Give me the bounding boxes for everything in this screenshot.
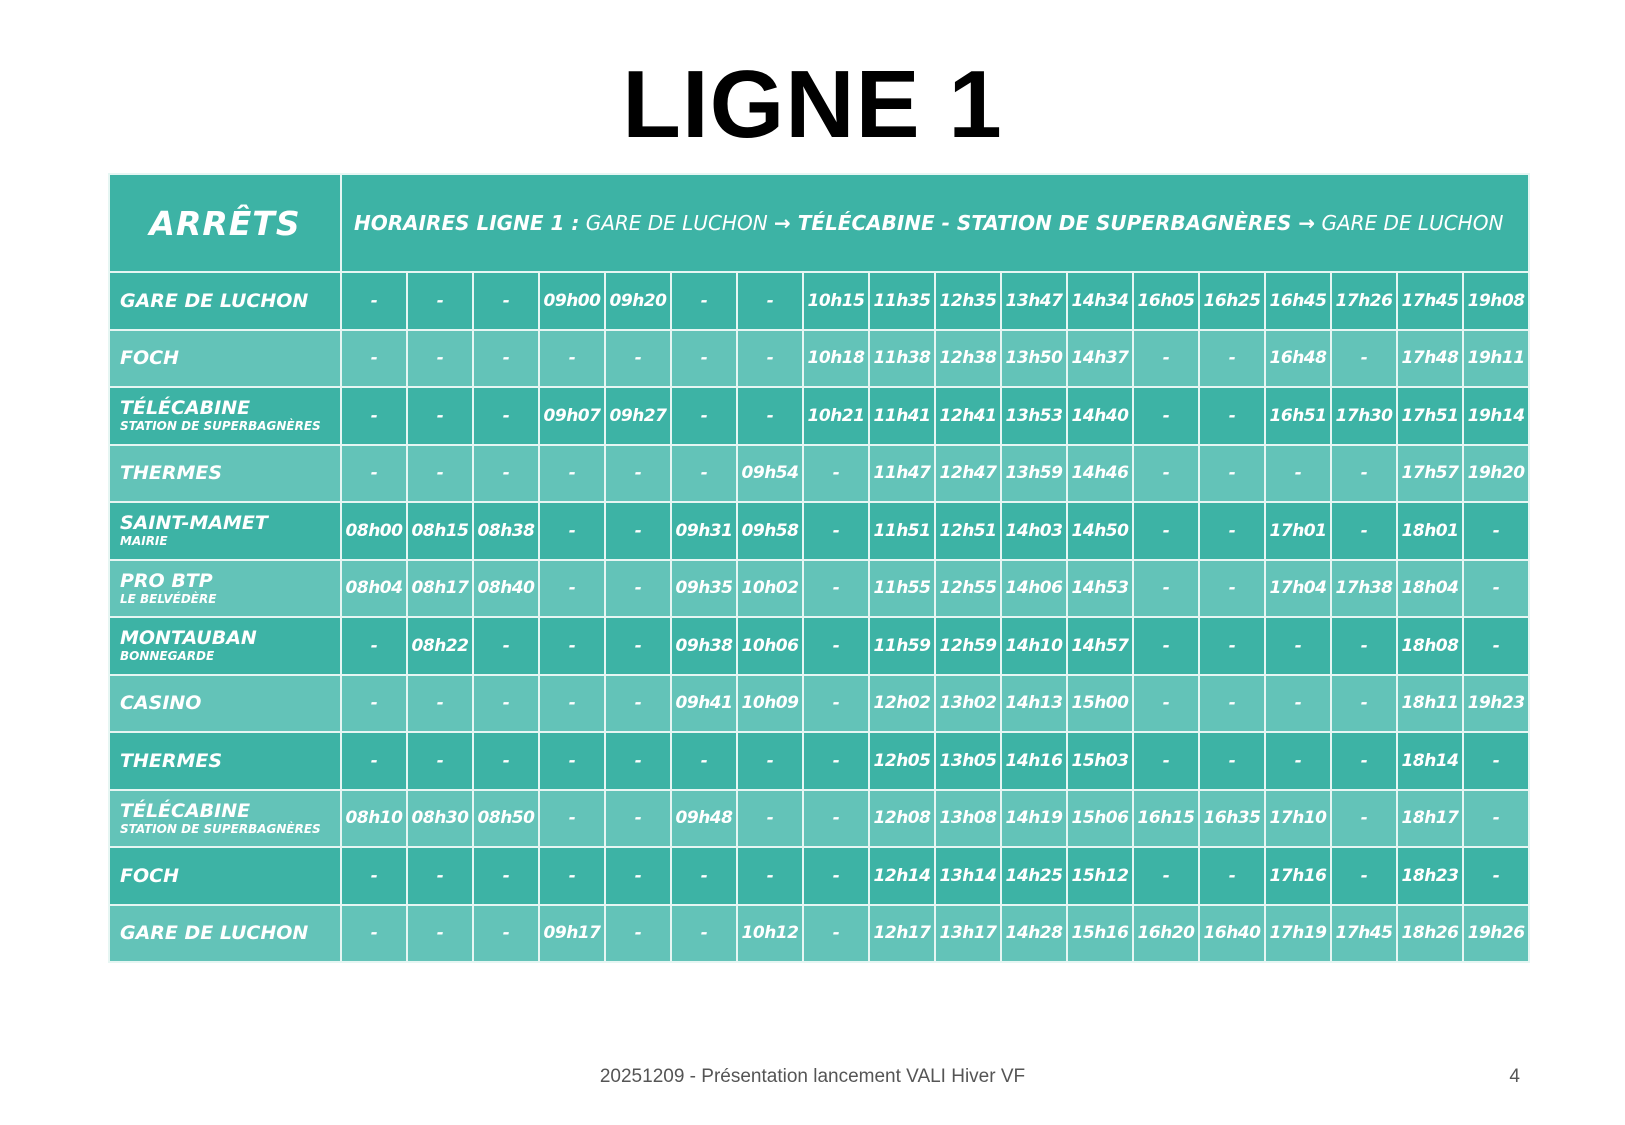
stop-cell bbox=[109, 905, 341, 963]
stop-cell bbox=[109, 847, 341, 905]
time-cell: 12h14 bbox=[869, 847, 935, 905]
time-cell: - bbox=[671, 732, 737, 790]
time-cell: 11h41 bbox=[869, 387, 935, 445]
time-cell: - bbox=[605, 675, 671, 733]
time-cell: - bbox=[671, 847, 737, 905]
time-cell: - bbox=[1199, 387, 1265, 445]
time-cell: - bbox=[341, 675, 407, 733]
time-cell: - bbox=[407, 847, 473, 905]
stop-cell bbox=[109, 732, 341, 790]
time-cell: - bbox=[1331, 617, 1397, 675]
time-cell: 18h17 bbox=[1397, 790, 1463, 848]
time-cell: 12h08 bbox=[869, 790, 935, 848]
time-cell: 17h19 bbox=[1265, 905, 1331, 963]
time-cell: 08h30 bbox=[407, 790, 473, 848]
time-cell: - bbox=[473, 905, 539, 963]
time-cell: - bbox=[605, 790, 671, 848]
time-cell: - bbox=[605, 502, 671, 560]
time-cell: 17h26 bbox=[1331, 272, 1397, 330]
time-cell: - bbox=[1463, 502, 1529, 560]
time-cell: 13h47 bbox=[1001, 272, 1067, 330]
stop-cell bbox=[109, 790, 341, 848]
time-cell: - bbox=[539, 847, 605, 905]
time-cell: 13h53 bbox=[1001, 387, 1067, 445]
time-cell: 19h14 bbox=[1463, 387, 1529, 445]
time-cell: 14h06 bbox=[1001, 560, 1067, 618]
time-cell: 10h15 bbox=[803, 272, 869, 330]
time-cell: 18h23 bbox=[1397, 847, 1463, 905]
time-cell: 17h30 bbox=[1331, 387, 1397, 445]
time-cell: 14h37 bbox=[1067, 330, 1133, 388]
time-cell: 16h15 bbox=[1133, 790, 1199, 848]
time-cell: 14h10 bbox=[1001, 617, 1067, 675]
time-cell: - bbox=[1265, 675, 1331, 733]
table-row bbox=[109, 445, 1529, 503]
time-cell: - bbox=[473, 847, 539, 905]
time-cell: 13h17 bbox=[935, 905, 1001, 963]
time-cell: 17h48 bbox=[1397, 330, 1463, 388]
time-cell: - bbox=[407, 905, 473, 963]
time-cell: 14h25 bbox=[1001, 847, 1067, 905]
time-cell: 19h11 bbox=[1463, 330, 1529, 388]
table-row bbox=[109, 502, 1529, 560]
stop-name: SAINT-MAMET bbox=[120, 512, 268, 535]
time-cell: - bbox=[737, 790, 803, 848]
table-row bbox=[109, 675, 1529, 733]
time-cell: 09h20 bbox=[605, 272, 671, 330]
time-cell: - bbox=[671, 330, 737, 388]
stop-cell bbox=[109, 330, 341, 388]
time-cell: 12h41 bbox=[935, 387, 1001, 445]
time-cell: 08h00 bbox=[341, 502, 407, 560]
time-cell: 12h59 bbox=[935, 617, 1001, 675]
time-cell: 17h38 bbox=[1331, 560, 1397, 618]
time-cell: 11h55 bbox=[869, 560, 935, 618]
time-cell: - bbox=[605, 560, 671, 618]
time-cell: - bbox=[341, 732, 407, 790]
time-cell: - bbox=[539, 445, 605, 503]
time-cell: 18h04 bbox=[1397, 560, 1463, 618]
time-cell: 10h06 bbox=[737, 617, 803, 675]
time-cell: 11h51 bbox=[869, 502, 935, 560]
time-cell: 09h48 bbox=[671, 790, 737, 848]
time-cell: 09h54 bbox=[737, 445, 803, 503]
time-cell: 08h17 bbox=[407, 560, 473, 618]
time-cell: - bbox=[473, 272, 539, 330]
stop-cell bbox=[109, 387, 341, 445]
time-cell: 17h51 bbox=[1397, 387, 1463, 445]
time-cell: - bbox=[341, 905, 407, 963]
time-cell: - bbox=[737, 330, 803, 388]
time-cell: 18h08 bbox=[1397, 617, 1463, 675]
time-cell: - bbox=[473, 445, 539, 503]
time-cell: - bbox=[1265, 732, 1331, 790]
time-cell: 09h38 bbox=[671, 617, 737, 675]
time-cell: 19h23 bbox=[1463, 675, 1529, 733]
timetable-body bbox=[109, 272, 1529, 962]
stops-header: ARRÊTS bbox=[109, 174, 341, 272]
table-row bbox=[109, 330, 1529, 388]
arrow-right-icon: → bbox=[1298, 211, 1316, 235]
time-cell: 16h51 bbox=[1265, 387, 1331, 445]
time-cell: - bbox=[1199, 330, 1265, 388]
stop-subtitle: STATION DE SUPERBAGNÈRES bbox=[120, 821, 321, 836]
time-cell: - bbox=[737, 847, 803, 905]
time-cell: - bbox=[605, 847, 671, 905]
time-cell: - bbox=[1199, 445, 1265, 503]
time-cell: - bbox=[605, 445, 671, 503]
time-cell: 08h40 bbox=[473, 560, 539, 618]
time-cell: 14h28 bbox=[1001, 905, 1067, 963]
time-cell: 14h53 bbox=[1067, 560, 1133, 618]
table-row bbox=[109, 387, 1529, 445]
time-cell: 09h07 bbox=[539, 387, 605, 445]
time-cell: 18h26 bbox=[1397, 905, 1463, 963]
time-cell: - bbox=[1331, 445, 1397, 503]
stop-subtitle: LE BELVÉDÈRE bbox=[120, 591, 217, 606]
time-cell: - bbox=[1133, 445, 1199, 503]
arrow-right-icon: → bbox=[774, 211, 791, 235]
route-header-origin: GARE DE LUCHON bbox=[579, 211, 775, 235]
time-cell: 12h55 bbox=[935, 560, 1001, 618]
time-cell: - bbox=[671, 272, 737, 330]
time-cell: - bbox=[341, 330, 407, 388]
time-cell: - bbox=[539, 617, 605, 675]
time-cell: - bbox=[803, 732, 869, 790]
time-cell: - bbox=[1331, 675, 1397, 733]
stop-name: THERMES bbox=[120, 462, 223, 485]
time-cell: - bbox=[1199, 847, 1265, 905]
time-cell: - bbox=[341, 847, 407, 905]
table-row bbox=[109, 560, 1529, 618]
time-cell: - bbox=[737, 387, 803, 445]
table-row bbox=[109, 905, 1529, 963]
stop-subtitle: STATION DE SUPERBAGNÈRES bbox=[120, 419, 321, 434]
time-cell: - bbox=[1199, 732, 1265, 790]
time-cell: 11h47 bbox=[869, 445, 935, 503]
time-cell: 10h02 bbox=[737, 560, 803, 618]
time-cell: 19h08 bbox=[1463, 272, 1529, 330]
time-cell: - bbox=[1133, 560, 1199, 618]
route-header-destination: GARE DE LUCHON bbox=[1315, 211, 1504, 235]
stop-cell bbox=[109, 617, 341, 675]
time-cell: 10h21 bbox=[803, 387, 869, 445]
time-cell: - bbox=[1133, 732, 1199, 790]
time-cell: - bbox=[539, 675, 605, 733]
time-cell: 15h06 bbox=[1067, 790, 1133, 848]
time-cell: 10h18 bbox=[803, 330, 869, 388]
time-cell: 14h03 bbox=[1001, 502, 1067, 560]
time-cell: - bbox=[1463, 847, 1529, 905]
slide-footer: 20251209 - Présentation lancement VALI Hiver VF bbox=[599, 1066, 1026, 1087]
time-cell: 17h01 bbox=[1265, 502, 1331, 560]
time-cell: 15h16 bbox=[1067, 905, 1133, 963]
time-cell: - bbox=[1199, 617, 1265, 675]
time-cell: - bbox=[341, 387, 407, 445]
time-cell: 08h50 bbox=[473, 790, 539, 848]
time-cell: - bbox=[407, 445, 473, 503]
stop-subtitle: BONNEGARDE bbox=[120, 649, 215, 664]
time-cell: - bbox=[539, 330, 605, 388]
timetable bbox=[108, 173, 1530, 963]
time-cell: - bbox=[1463, 617, 1529, 675]
time-cell: - bbox=[341, 445, 407, 503]
time-cell: - bbox=[671, 387, 737, 445]
stop-name: GARE DE LUCHON bbox=[120, 922, 309, 945]
time-cell: 12h05 bbox=[869, 732, 935, 790]
time-cell: - bbox=[1199, 502, 1265, 560]
stop-name: PRO BTP bbox=[120, 569, 213, 592]
page-number: 4 bbox=[1509, 1066, 1520, 1087]
stop-name: CASINO bbox=[120, 692, 202, 715]
time-cell: 09h58 bbox=[737, 502, 803, 560]
time-cell: - bbox=[605, 905, 671, 963]
stop-name: TÉLÉCABINE bbox=[120, 397, 251, 420]
stop-name: MONTAUBAN bbox=[120, 627, 257, 650]
stop-cell bbox=[109, 272, 341, 330]
time-cell: - bbox=[803, 790, 869, 848]
time-cell: 19h26 bbox=[1463, 905, 1529, 963]
time-cell: - bbox=[473, 330, 539, 388]
time-cell: 09h00 bbox=[539, 272, 605, 330]
time-cell: 08h04 bbox=[341, 560, 407, 618]
stop-name: FOCH bbox=[120, 347, 179, 370]
time-cell: - bbox=[407, 387, 473, 445]
stop-name: THERMES bbox=[120, 749, 223, 772]
time-cell: 16h48 bbox=[1265, 330, 1331, 388]
time-cell: 09h35 bbox=[671, 560, 737, 618]
time-cell: 12h38 bbox=[935, 330, 1001, 388]
time-cell: 16h05 bbox=[1133, 272, 1199, 330]
time-cell: 17h04 bbox=[1265, 560, 1331, 618]
time-cell: 09h41 bbox=[671, 675, 737, 733]
stop-cell bbox=[109, 560, 341, 618]
time-cell: 17h16 bbox=[1265, 847, 1331, 905]
timetable-header-row bbox=[109, 174, 1529, 272]
time-cell: - bbox=[407, 732, 473, 790]
time-cell: - bbox=[1265, 617, 1331, 675]
time-cell: - bbox=[671, 905, 737, 963]
time-cell: 11h38 bbox=[869, 330, 935, 388]
time-cell: - bbox=[473, 617, 539, 675]
time-cell: 10h09 bbox=[737, 675, 803, 733]
time-cell: 18h11 bbox=[1397, 675, 1463, 733]
time-cell: - bbox=[605, 617, 671, 675]
time-cell: 09h31 bbox=[671, 502, 737, 560]
time-cell: 18h14 bbox=[1397, 732, 1463, 790]
time-cell: - bbox=[1265, 445, 1331, 503]
time-cell: - bbox=[1133, 675, 1199, 733]
time-cell: - bbox=[407, 675, 473, 733]
time-cell: 08h15 bbox=[407, 502, 473, 560]
stop-subtitle: MAIRIE bbox=[120, 534, 168, 549]
time-cell: 13h05 bbox=[935, 732, 1001, 790]
time-cell: 14h57 bbox=[1067, 617, 1133, 675]
time-cell: 10h12 bbox=[737, 905, 803, 963]
stop-name: TÉLÉCABINE bbox=[120, 799, 251, 822]
time-cell: 14h34 bbox=[1067, 272, 1133, 330]
time-cell: 14h40 bbox=[1067, 387, 1133, 445]
time-cell: - bbox=[605, 330, 671, 388]
time-cell: 13h14 bbox=[935, 847, 1001, 905]
time-cell: - bbox=[803, 617, 869, 675]
time-cell: 09h27 bbox=[605, 387, 671, 445]
time-cell: 13h08 bbox=[935, 790, 1001, 848]
time-cell: - bbox=[1463, 732, 1529, 790]
time-cell: 17h57 bbox=[1397, 445, 1463, 503]
time-cell: 16h35 bbox=[1199, 790, 1265, 848]
time-cell: - bbox=[605, 732, 671, 790]
time-cell: 17h45 bbox=[1397, 272, 1463, 330]
time-cell: 16h45 bbox=[1265, 272, 1331, 330]
time-cell: 11h35 bbox=[869, 272, 935, 330]
time-cell: - bbox=[407, 272, 473, 330]
time-cell: 17h10 bbox=[1265, 790, 1331, 848]
time-cell: - bbox=[737, 272, 803, 330]
time-cell: 13h59 bbox=[1001, 445, 1067, 503]
time-cell: 12h51 bbox=[935, 502, 1001, 560]
time-cell: - bbox=[407, 330, 473, 388]
time-cell: - bbox=[1331, 790, 1397, 848]
time-cell: - bbox=[1463, 790, 1529, 848]
time-cell: - bbox=[1463, 560, 1529, 618]
time-cell: - bbox=[539, 790, 605, 848]
time-cell: - bbox=[803, 675, 869, 733]
table-row bbox=[109, 617, 1529, 675]
time-cell: - bbox=[473, 675, 539, 733]
time-cell: 12h02 bbox=[869, 675, 935, 733]
time-cell: - bbox=[1331, 732, 1397, 790]
time-cell: 16h20 bbox=[1133, 905, 1199, 963]
table-row bbox=[109, 732, 1529, 790]
time-cell: 15h12 bbox=[1067, 847, 1133, 905]
time-cell: - bbox=[737, 732, 803, 790]
stop-cell bbox=[109, 675, 341, 733]
stop-name: FOCH bbox=[120, 864, 179, 887]
route-header-lead: HORAIRES LIGNE 1 : bbox=[354, 211, 580, 235]
time-cell: - bbox=[1331, 502, 1397, 560]
table-row bbox=[109, 847, 1529, 905]
time-cell: - bbox=[1331, 847, 1397, 905]
time-cell: 12h47 bbox=[935, 445, 1001, 503]
time-cell: - bbox=[803, 847, 869, 905]
table-row bbox=[109, 272, 1529, 330]
time-cell: - bbox=[1331, 330, 1397, 388]
time-cell: - bbox=[1199, 560, 1265, 618]
time-cell: 08h38 bbox=[473, 502, 539, 560]
time-cell: - bbox=[1133, 617, 1199, 675]
time-cell: - bbox=[671, 445, 737, 503]
time-cell: - bbox=[803, 502, 869, 560]
time-cell: 15h03 bbox=[1067, 732, 1133, 790]
time-cell: 16h40 bbox=[1199, 905, 1265, 963]
time-cell: 14h50 bbox=[1067, 502, 1133, 560]
route-header-middle: TÉLÉCABINE - STATION DE SUPERBAGNÈRES bbox=[790, 211, 1299, 235]
time-cell: 13h02 bbox=[935, 675, 1001, 733]
slide-title: LIGNE 1 bbox=[622, 51, 1003, 158]
time-cell: 14h16 bbox=[1001, 732, 1067, 790]
time-cell: 11h59 bbox=[869, 617, 935, 675]
time-cell: 12h17 bbox=[869, 905, 935, 963]
time-cell: 16h25 bbox=[1199, 272, 1265, 330]
time-cell: 18h01 bbox=[1397, 502, 1463, 560]
time-cell: 13h50 bbox=[1001, 330, 1067, 388]
time-cell: 14h19 bbox=[1001, 790, 1067, 848]
time-cell: - bbox=[1133, 330, 1199, 388]
time-cell: - bbox=[1199, 675, 1265, 733]
time-cell: - bbox=[803, 560, 869, 618]
time-cell: - bbox=[473, 732, 539, 790]
time-cell: - bbox=[539, 732, 605, 790]
stop-name: GARE DE LUCHON bbox=[120, 289, 309, 312]
time-cell: 08h10 bbox=[341, 790, 407, 848]
time-cell: 09h17 bbox=[539, 905, 605, 963]
time-cell: 19h20 bbox=[1463, 445, 1529, 503]
time-cell: - bbox=[341, 617, 407, 675]
time-cell: - bbox=[1133, 387, 1199, 445]
time-cell: 15h00 bbox=[1067, 675, 1133, 733]
time-cell: 08h22 bbox=[407, 617, 473, 675]
time-cell: - bbox=[539, 502, 605, 560]
time-cell: - bbox=[539, 560, 605, 618]
time-cell: - bbox=[1133, 847, 1199, 905]
time-cell: 14h46 bbox=[1067, 445, 1133, 503]
time-cell: - bbox=[803, 445, 869, 503]
route-header bbox=[341, 174, 1529, 272]
stop-cell bbox=[109, 445, 341, 503]
time-cell: - bbox=[341, 272, 407, 330]
time-cell: - bbox=[803, 905, 869, 963]
time-cell: - bbox=[473, 387, 539, 445]
stop-cell bbox=[109, 502, 341, 560]
table-row bbox=[109, 790, 1529, 848]
time-cell: - bbox=[1133, 502, 1199, 560]
time-cell: 17h45 bbox=[1331, 905, 1397, 963]
time-cell: 12h35 bbox=[935, 272, 1001, 330]
time-cell: 14h13 bbox=[1001, 675, 1067, 733]
